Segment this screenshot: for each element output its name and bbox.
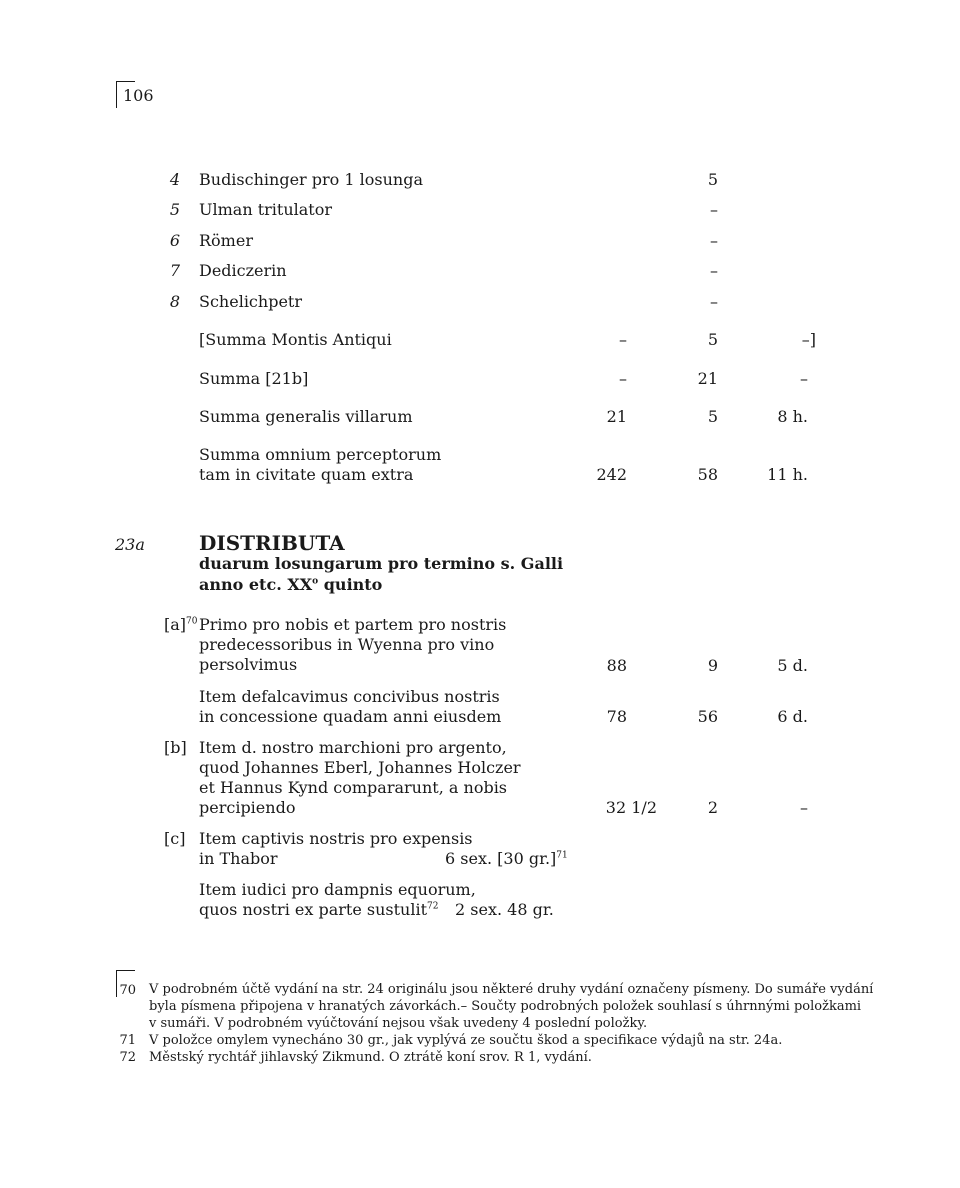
- summa-omnium-text: [199, 445, 441, 485]
- entry-b-c2: 2: [707, 798, 718, 817]
- entry-a-label-text: [a]: [164, 615, 187, 634]
- footnote-text: [149, 981, 873, 1032]
- entry-a-label-sup: 70: [186, 616, 198, 627]
- entry-c-amount-text: 6 sex. [30 gr.]: [445, 849, 557, 868]
- entry-iudici-amount: 2 sex. 48 gr.: [455, 900, 554, 919]
- entry-iudici-line2: quos nostri ex parte sustulit: [199, 900, 428, 919]
- row-text: Schelichpetr: [199, 292, 302, 311]
- entry-c-text: [199, 829, 473, 869]
- row-value: –: [710, 292, 718, 311]
- section-title: DISTRIBUTA: [199, 531, 345, 555]
- entry-b-text: [199, 738, 521, 818]
- entry-a-c1: 88: [606, 656, 627, 675]
- entry-defalc-c2: 56: [697, 707, 718, 726]
- row-number: 8: [169, 292, 180, 311]
- row-number: 5: [169, 200, 180, 219]
- footnote-line: v sumáři. V podrobném vyúčtování nejsou však uvedeny 4 poslední položky.: [149, 1016, 648, 1031]
- summa-omnium-line1: Summa omnium perceptorum: [199, 445, 442, 464]
- section-margin-label: 23a: [115, 535, 145, 554]
- entry-b-c1: 32 1/2: [605, 798, 657, 817]
- entry-a-line3: persolvimus: [199, 655, 298, 674]
- row-number: 4: [169, 170, 180, 189]
- summa-villarum-c1: 21: [606, 407, 627, 426]
- subtitle-2-sup: o: [312, 576, 319, 587]
- entry-b-label: [b]: [164, 738, 187, 757]
- summa-villarum-c2: 5: [707, 407, 718, 426]
- entry-iudici-text: [199, 880, 476, 920]
- entry-a-text: [199, 615, 506, 675]
- footnote-number: 70: [119, 983, 136, 998]
- row-text: Dediczerin: [199, 261, 287, 280]
- section-subtitle-1: duarum losungarum pro termino s. Galli: [199, 554, 564, 573]
- entry-a-line1: Primo pro nobis et partem pro nostris: [199, 615, 507, 634]
- entry-b-line1: Item d. nostro marchioni pro argento,: [199, 738, 507, 757]
- summa-21b-c1: –: [619, 369, 627, 388]
- entry-c-label: [c]: [164, 829, 186, 848]
- summa-21b-c2: 21: [697, 369, 718, 388]
- subtitle-2-text: anno etc. XX: [199, 575, 313, 594]
- section-subtitle-2: [199, 575, 382, 595]
- entry-iudici-line1: Item iudici pro dampnis equorum,: [199, 880, 476, 899]
- footnote-line: V podrobném účtě vydání na str. 24 originálu jsou některé druhy vydání označeny písmeny. Do sumáře vydání: [149, 982, 874, 997]
- summa-21b-c3: –: [800, 369, 808, 388]
- summa-21b-text: Summa [21b]: [199, 369, 309, 388]
- entry-a-c3: 5 d.: [777, 656, 808, 675]
- entry-a-c2: 9: [707, 656, 718, 675]
- summa-villarum-c3: 8 h.: [777, 407, 808, 426]
- entry-a-line2: predecessoribus in Wyenna pro vino: [199, 635, 495, 654]
- entry-c-line1: Item captivis nostris pro expensis: [199, 829, 473, 848]
- entry-iudici-line2-wrap: [199, 900, 476, 920]
- summa-montis-text: [Summa Montis Antiqui: [199, 330, 392, 349]
- entry-iudici-line2-sup: 72: [427, 901, 439, 912]
- footnote-text: Městský rychtář jihlavský Zikmund. O ztrátě koní srov. R 1, vydání.: [149, 1050, 592, 1065]
- page-number: 106: [123, 86, 154, 105]
- row-value: –: [710, 231, 718, 250]
- summa-omnium-c2: 58: [697, 465, 718, 484]
- row-text: Römer: [199, 231, 253, 250]
- entry-c-amount-sup: 71: [556, 850, 568, 861]
- entry-b-c3: –: [800, 798, 808, 817]
- entry-b-line4: percipiendo: [199, 798, 296, 817]
- entry-c-amount: [445, 849, 568, 869]
- entry-b-line3: et Hannus Kynd compararunt, a nobis: [199, 778, 508, 797]
- entry-defalc-line2: in concessione quadam anni eiusdem: [199, 707, 502, 726]
- summa-omnium-line2: tam in civitate quam extra: [199, 465, 414, 484]
- summa-montis-c2: 5: [707, 330, 718, 349]
- summa-montis-c1: –: [619, 330, 627, 349]
- row-text: Budischinger pro 1 losunga: [199, 170, 423, 189]
- entry-a-label: [164, 615, 197, 635]
- entry-defalc-line1: Item defalcavimus concivibus nostris: [199, 687, 500, 706]
- row-value: –: [710, 200, 718, 219]
- footnote-text: V položce omylem vynecháno 30 gr., jak vyplývá ze součtu škod a specifikace výdajů na str. 24a.: [149, 1033, 783, 1048]
- row-text: Ulman tritulator: [199, 200, 332, 219]
- entry-defalc-c3: 6 d.: [777, 707, 808, 726]
- summa-omnium-c1: 242: [596, 465, 627, 484]
- entry-b-line2: quod Johannes Eberl, Johannes Holczer: [199, 758, 521, 777]
- row-value: –: [710, 261, 718, 280]
- footnote-number: 71: [119, 1033, 136, 1048]
- entry-defalc-text: [199, 687, 501, 727]
- entry-c-line2: in Thabor: [199, 849, 278, 868]
- row-value: 5: [707, 170, 718, 189]
- summa-montis-c3: –]: [801, 330, 816, 349]
- subtitle-2-end: quinto: [318, 575, 383, 594]
- footnote-number: 72: [119, 1050, 136, 1065]
- summa-omnium-c3: 11 h.: [767, 465, 808, 484]
- summa-villarum-text: Summa generalis villarum: [199, 407, 413, 426]
- row-number: 6: [169, 231, 180, 250]
- row-number: 7: [169, 261, 180, 280]
- entry-defalc-c1: 78: [606, 707, 627, 726]
- footnote-line: byla písmena připojena v hranatých závorkách.– Součty podrobných položek souhlasí s úhrnnými položkami: [149, 999, 862, 1014]
